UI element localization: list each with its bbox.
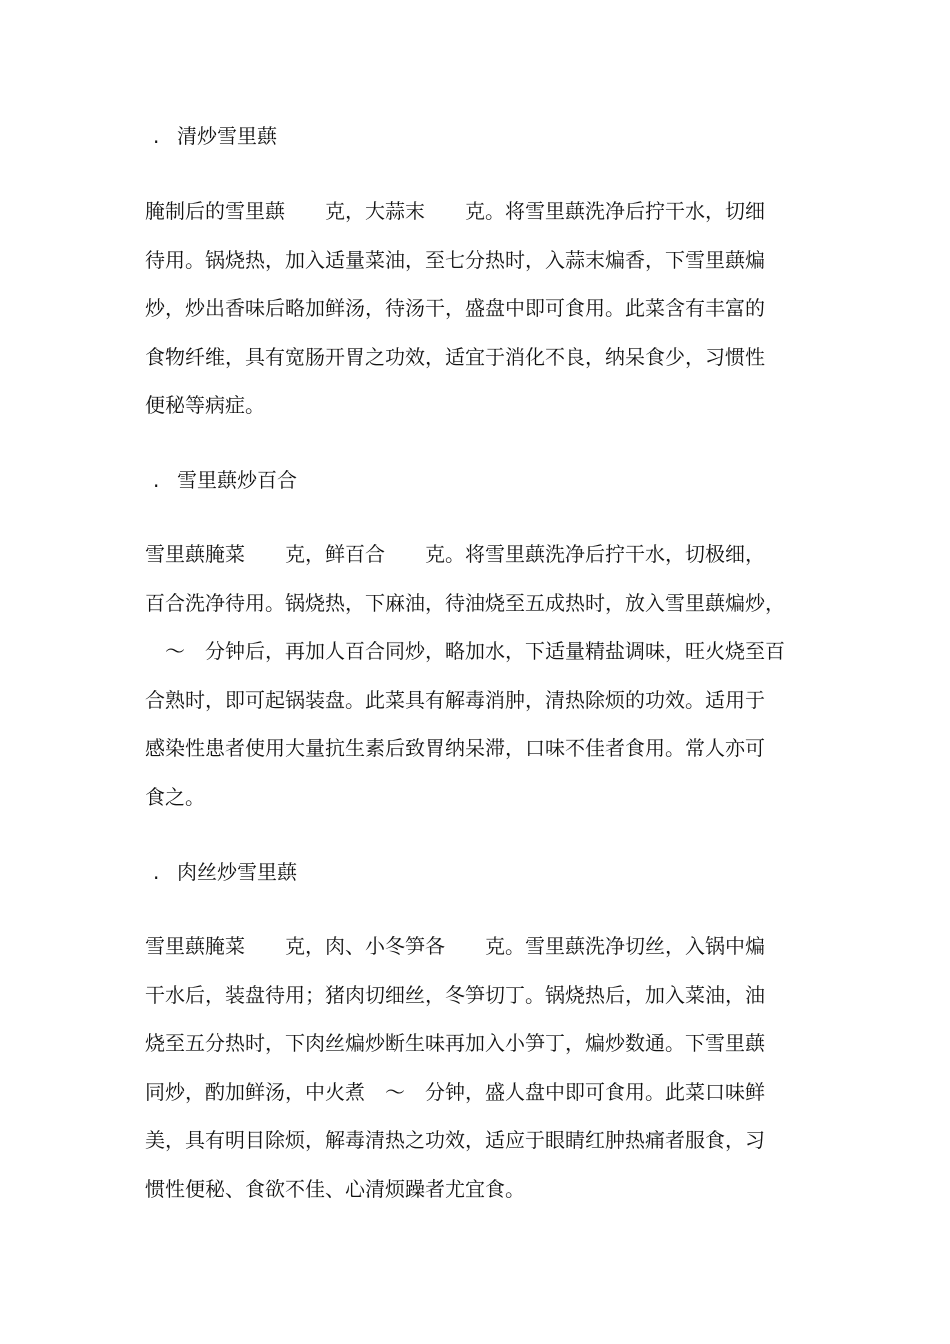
heading-text: 清炒雪里蕻 [177, 124, 277, 148]
section-paragraph-2 [145, 530, 825, 821]
paragraph-line: 合熟时，即可起锅装盘。此菜具有解毒消肿，清热除烦的功效。适用于 [145, 687, 765, 712]
paragraph-line: 待用。锅烧热，加入适量菜油，至七分热时，入蒜末煸香，下雪里蕻煸 [145, 247, 765, 272]
heading-text: 肉丝炒雪里蕻 [177, 860, 297, 884]
paragraph-line: 美，具有明目除烦，解毒清热之功效，适应于眼睛红肿热痛者服食，习 [145, 1128, 765, 1152]
paragraph-line: 炒，炒出香味后略加鲜汤，待汤干，盛盘中即可食用。此菜含有丰富的 [145, 296, 765, 320]
heading-marker: . [153, 468, 160, 492]
section-paragraph-3 [145, 922, 825, 1213]
paragraph-line: 雪里蕻腌菜 克，鲜百合 克。将雪里蕻洗净后拧干水，切极细， [145, 542, 765, 566]
section-heading-3 [153, 858, 297, 886]
section-heading-1 [153, 122, 277, 150]
paragraph-line: 便秘等病症。 [145, 393, 265, 417]
paragraph-line: ～ 分钟后，再加人百合同炒，略加水，下适量精盐调味，旺火烧至百 [145, 639, 785, 663]
paragraph-line: 感染性患者使用大量抗生素后致胃纳呆滞，口味不佳者食用。常人亦可 [145, 736, 765, 760]
paragraph-line: 惯性便秘、食欲不佳、心清烦躁者尤宜食。 [145, 1176, 525, 1201]
paragraph-line: 烧至五分热时，下肉丝煸炒断生味再加入小笋丁，煸炒数通。下雪里蕻 [145, 1031, 765, 1055]
paragraph-line: 雪里蕻腌菜 克，肉、小冬笋各 克。雪里蕻洗净切丝，入锅中煸 [145, 934, 765, 958]
heading-text: 雪里蕻炒百合 [177, 468, 297, 492]
paragraph-line: 食物纤维，具有宽肠开胃之功效，适宜于消化不良，纳呆食少，习惯性 [145, 344, 765, 369]
paragraph-line: 腌制后的雪里蕻 克，大蒜末 克。将雪里蕻洗净后拧干水，切细 [145, 199, 765, 223]
paragraph-line: 同炒，酌加鲜汤，中火煮 ～ 分钟，盛人盘中即可食用。此菜口味鲜 [145, 1079, 765, 1104]
paragraph-line: 干水后，装盘待用；猪肉切细丝，冬笋切丁。锅烧热后，加入菜油，油 [145, 982, 765, 1007]
heading-marker: . [153, 860, 160, 884]
paragraph-line: 食之。 [145, 784, 205, 809]
section-paragraph-1 [145, 187, 825, 430]
heading-marker: . [153, 124, 160, 148]
paragraph-line: 百合洗净待用。锅烧热，下麻油，待油烧至五成热时，放入雪里蕻煸炒， [145, 590, 785, 615]
section-heading-2 [153, 466, 297, 494]
